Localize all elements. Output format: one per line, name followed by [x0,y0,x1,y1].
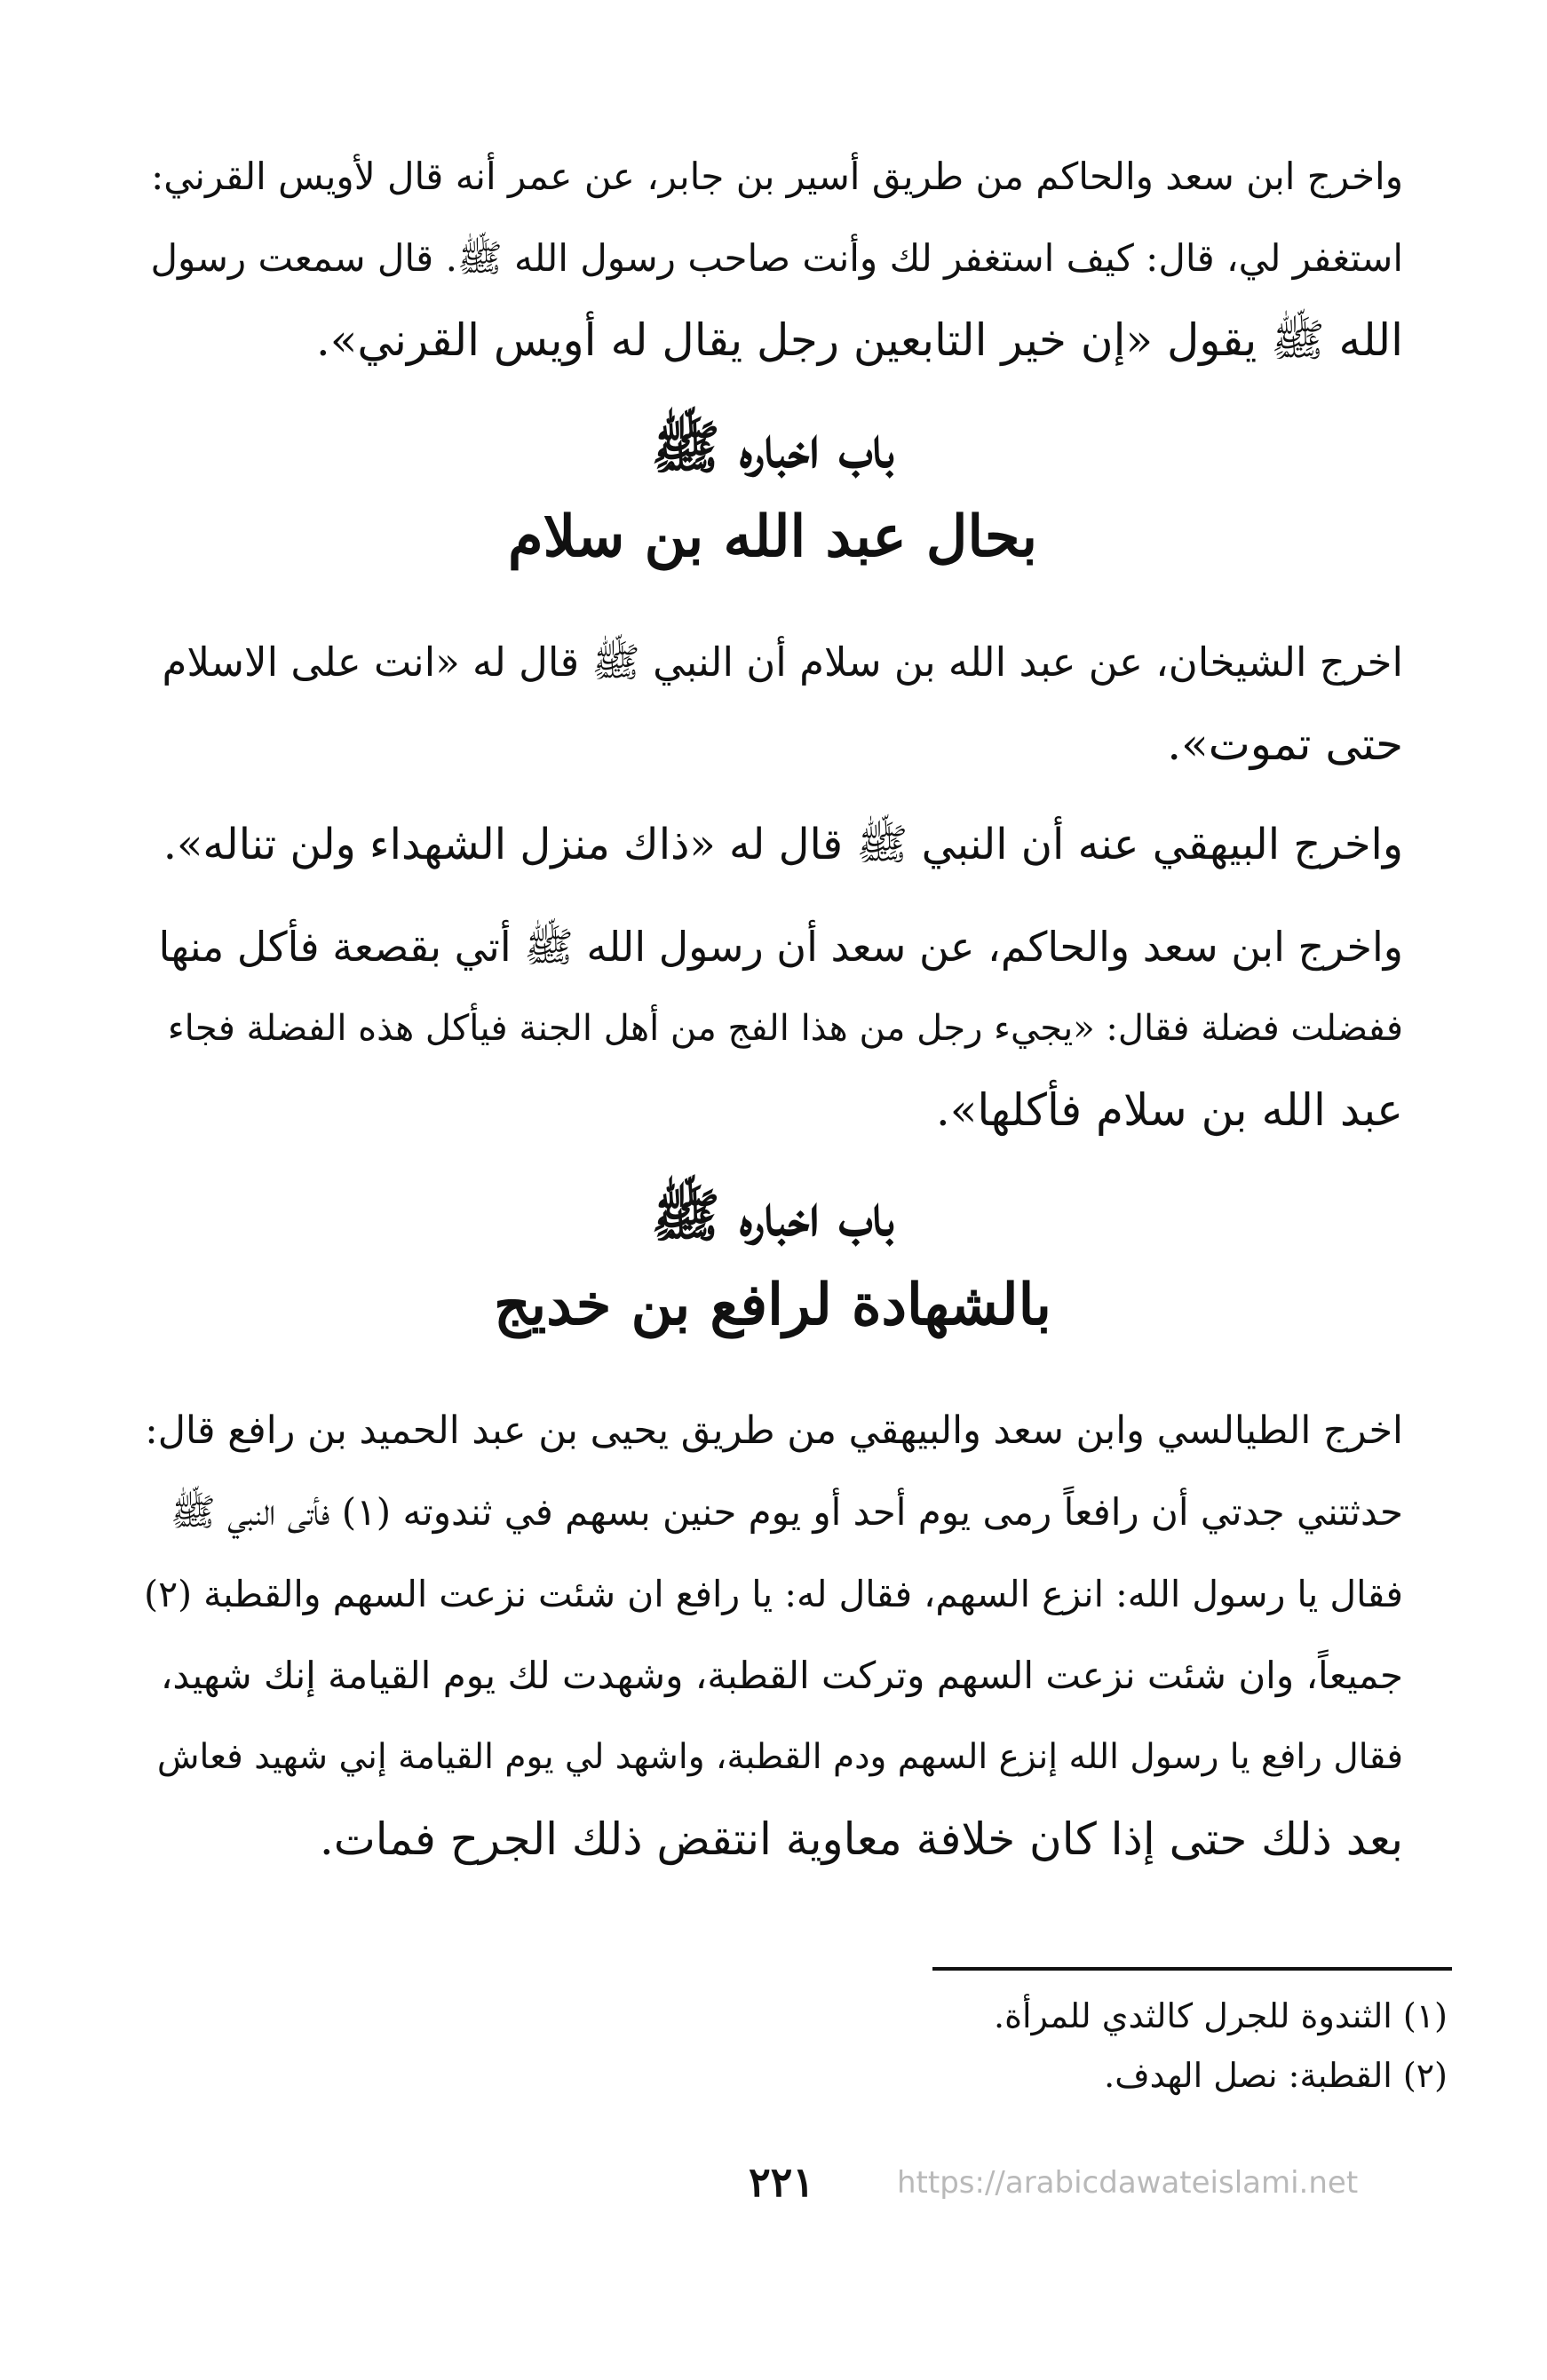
text-line: الله ﷺ يقول «إن خير التابعين رجل يقال له أويس القرني». [315,314,1403,366]
footnote-divider [932,1967,1452,1971]
heading-line: بحال عبد الله بن سلام [507,504,1038,570]
paragraph-qasaa [142,906,1403,1151]
text-line: فقال رافع يا رسول الله إنزع السهم ودم القطبة، واشهد لي يوم القيامة إني شهيد فعاش [156,1737,1403,1777]
text-line: اخرج الطيالسي وابن سعد والبيهقي من طريق يحيى بن عبد الحميد بن رافع قال: [145,1408,1403,1453]
text-line: واخرج ابن سعد والحاكم من طريق أسير بن جابر، عن عمر أنه قال لأويس القرني: [151,155,1403,198]
paragraph-shaykhan [142,622,1403,785]
heading-line: باب اخباره ﷺ [651,1183,894,1250]
text-line: بعد ذلك حتى إذا كان خلافة معاوية انتقض ذلك الجرح فمات. [319,1813,1403,1865]
text-line: حدثتني جدتي أن رافعاً رمى يوم أحد أو يوم حنين بسهم في ثندوته (١) فأتى النبي ﷺ [171,1490,1403,1534]
text-line: استغفر لي، قال: كيف استغفر لك وأنت صاحب رسول الله ﷺ. قال سمعت رسول [150,236,1403,280]
footnote-1: (١) الثندوة للجرل كالثدي للمرأة. [994,1996,1448,2035]
section-heading-ibn-salam [142,404,1403,582]
paragraph-owais [142,136,1403,381]
heading-line: بالشهادة لرافع بن خديج [494,1272,1051,1338]
text-line: جميعاً، وان شئت نزعت السهم وتركت القطبة، وشهدت لك يوم القيامة إنك شهيد، [160,1654,1403,1697]
page-number: ٢٢١ [748,2158,815,2206]
text-line: واخرج ابن سعد والحاكم، عن سعد أن رسول الله ﷺ أتي بقصعة فأكل منها [158,923,1403,971]
paragraph-rafi [142,1390,1403,1880]
text-line: عبد الله بن سلام فأكلها». [935,1084,1403,1136]
text-line: واخرج البيهقي عنه أن النبي ﷺ قال له «ذاك منزل الشهداء ولن تناله». [163,820,1403,869]
text-line: ففضلت فضلة فقال: «يجيء رجل من هذا الفج من أهل الجنة فيأكل هذه الفضلة فجاء [167,1008,1403,1049]
section-heading-rafi [142,1172,1403,1350]
text-line: فقال يا رسول الله: انزع السهم، فقال له: يا رافع ان شئت نزعت السهم والقطبة (٢) [144,1573,1403,1615]
heading-line: باب اخباره ﷺ [651,415,894,481]
footnote-2: (٢) القطبة: نصل الهدف. [1104,2056,1448,2095]
text-line: حتى تموت». [1167,718,1403,770]
paragraph-bayhaqi [142,804,1403,885]
text-line: اخرج الشيخان، عن عبد الله بن سلام أن النبي ﷺ قال له «انت على الاسلام [162,639,1403,686]
watermark-url: https://arabicdawateislami.net [897,2165,1359,2201]
